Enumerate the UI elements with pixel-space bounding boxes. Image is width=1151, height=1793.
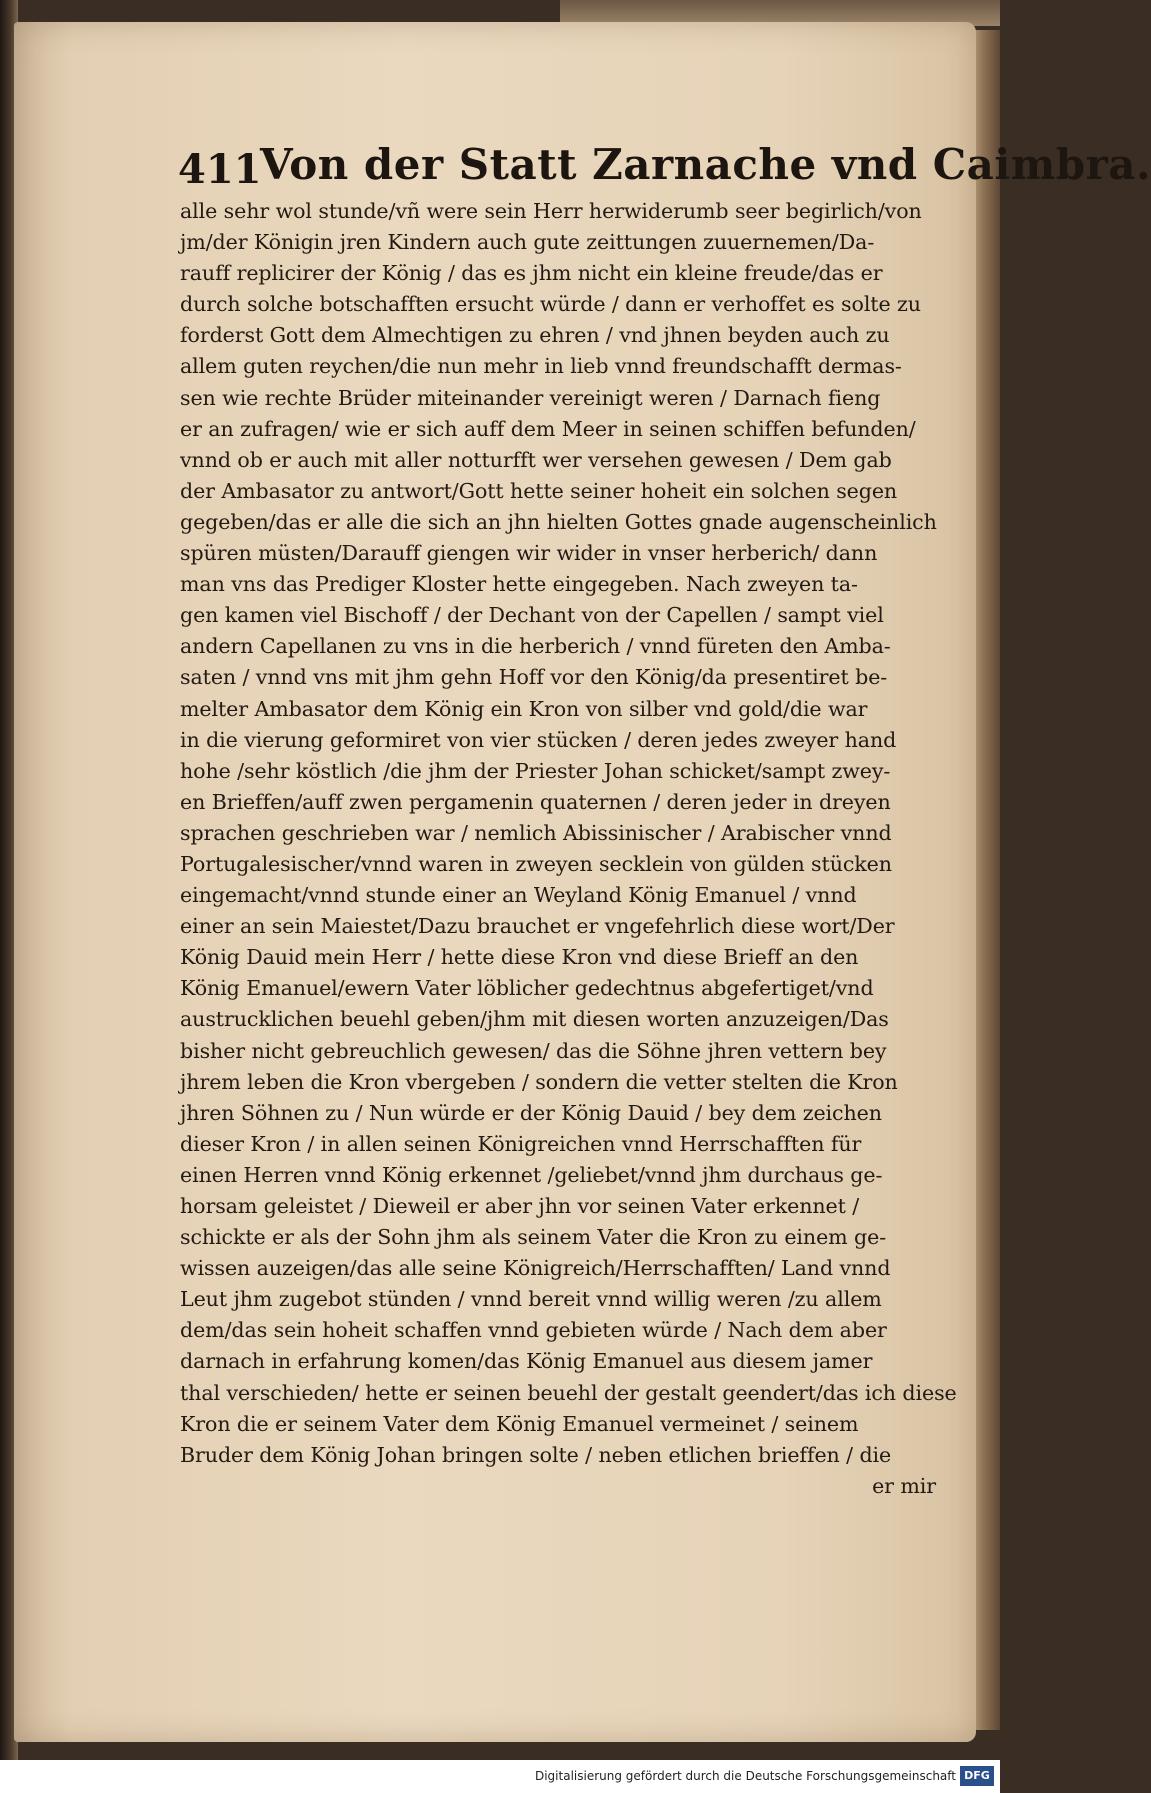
text-line: jhrem leben die Kron vbergeben / sondern die vetter stelten die Kron: [180, 1069, 898, 1094]
text-line: forderst Gott dem Almechtigen zu ehren / vnd jhnen beyden auch zu: [180, 323, 890, 348]
text-line: austrucklichen beuehl geben/jhm mit diesen worten anzuzeigen/Das: [180, 1007, 889, 1032]
text-line: wissen auzeigen/das alle seine Königreich/Herrschafften/ Land vnnd: [180, 1256, 891, 1281]
text-line: er an zufragen/ wie er sich auff dem Meer in seinen schiffen befunden/: [180, 416, 916, 441]
text-line: bisher nicht gebreuchlich gewesen/ das die Söhne jhren vettern bey: [180, 1038, 887, 1063]
text-line: Bruder dem König Johan bringen solte / neben etlichen brieffen / die: [180, 1442, 892, 1467]
text-line: sen wie rechte Brüder miteinander vereinigt weren / Darnach fieng: [180, 385, 881, 410]
text-line: saten / vnnd vns mit jhm gehn Hoff vor den König/da presentiret be-: [180, 665, 888, 690]
footer-bar: [0, 1760, 1000, 1793]
text-line: vnnd ob er auch mit aller notturfft wer versehen gewesen / Dem gab: [180, 447, 892, 472]
text-line: durch solche botschafften ersucht würde / dann er verhoffet es solte zu: [180, 292, 921, 317]
text-line: jhren Söhnen zu / Nun würde er der König Dauid / bey dem zeichen: [180, 1100, 882, 1125]
text-line: einen Herren vnnd König erkennet /geliebet/vnnd jhm durchaus ge-: [180, 1162, 883, 1187]
dfg-logo: DFG: [960, 1766, 994, 1786]
text-line: melter Ambasator dem König ein Kron von silber vnd gold/die war: [180, 696, 868, 721]
text-line: rauff replicirer der König / das es jhm nicht ein kleine freude/das er: [180, 261, 883, 286]
text-line: schickte er als der Sohn jhm als seinem Vater die Kron zu einem ge-: [180, 1225, 887, 1250]
text-line: einer an sein Maiestet/Dazu brauchet er vngefehrlich diese wort/Der: [180, 914, 895, 939]
text-line: gen kamen viel Bischoff / der Dechant von der Capellen / sampt viel: [180, 603, 884, 628]
running-title: Von der Statt Zarnache vnd Caimbra.: [260, 140, 1151, 189]
body-text: [180, 196, 957, 1502]
text-line: der Ambasator zu antwort/Gott hette seiner hoheit ein solchen segen: [180, 478, 898, 503]
text-line: hohe /sehr köstlich /die jhm der Priester Johan schicket/sampt zwey-: [180, 758, 891, 783]
text-line: Kron die er seinem Vater dem König Emanuel vermeinet / seinem: [180, 1411, 859, 1436]
funding-credit: Digitalisierung gefördert durch die Deutsche Forschungsgemeinschaft: [534, 1769, 956, 1783]
text-line: gegeben/das er alle die sich an jhn hielten Gottes gnade augenscheinlich: [180, 509, 937, 534]
text-line: thal verschieden/ hette er seinen beuehl der gestalt geendert/das ich diese: [180, 1380, 957, 1405]
text-line: horsam geleistet / Dieweil er aber jhn vor seinen Vater erkennet /: [180, 1194, 860, 1218]
text-line: darnach in erfahrung komen/das König Emanuel aus diesem jamer: [180, 1349, 873, 1374]
page-number: 411: [178, 146, 262, 193]
text-line: spüren müsten/Darauff giengen wir wider in vnser herberich/ dann: [180, 541, 878, 566]
text-line: dieser Kron / in allen seinen Königreichen vnnd Herrschafften für: [180, 1131, 862, 1156]
text-line: König Dauid mein Herr / hette diese Kron vnd diese Brieff an den: [180, 945, 859, 970]
page-header: [178, 140, 1151, 200]
right-page-edge: [972, 30, 1000, 1730]
text-line: andern Capellanen zu vns in die herberich / vnnd füreten den Amba-: [180, 634, 891, 659]
text-line: dem/das sein hoheit schaffen vnnd gebieten würde / Nach dem aber: [180, 1318, 887, 1343]
text-line: sprachen geschrieben war / nemlich Abissinischer / Arabischer vnnd: [180, 820, 892, 845]
text-line: alle sehr wol stunde/vñ were sein Herr herwiderumb seer begirlich/von: [180, 199, 922, 223]
text-line: König Emanuel/ewern Vater löblicher gedechtnus abgefertiget/vnd: [180, 976, 874, 1001]
text-line: in die vierung geformiret von vier stücken / deren jedes zweyer hand: [180, 727, 897, 752]
text-line: jm/der Königin jren Kindern auch gute zeittungen zuuernemen/Da-: [180, 230, 875, 255]
text-line: Portugalesischer/vnnd waren in zweyen secklein von gülden stücken: [180, 851, 892, 876]
catchword: er mir: [872, 1473, 936, 1498]
text-line: en Brieffen/auff zwen pergamenin quaternen / deren jeder in dreyen: [180, 789, 891, 814]
text-line: eingemacht/vnnd stunde einer an Weyland König Emanuel / vnnd: [180, 883, 857, 908]
text-line: man vns das Prediger Kloster hette eingegeben. Nach zweyen ta-: [180, 572, 858, 597]
text-line: Leut jhm zugebot stünden / vnnd bereit vnnd willig weren /zu allem: [180, 1287, 882, 1312]
text-line: allem guten reychen/die nun mehr in lieb vnnd freundschafft dermas-: [180, 354, 902, 379]
